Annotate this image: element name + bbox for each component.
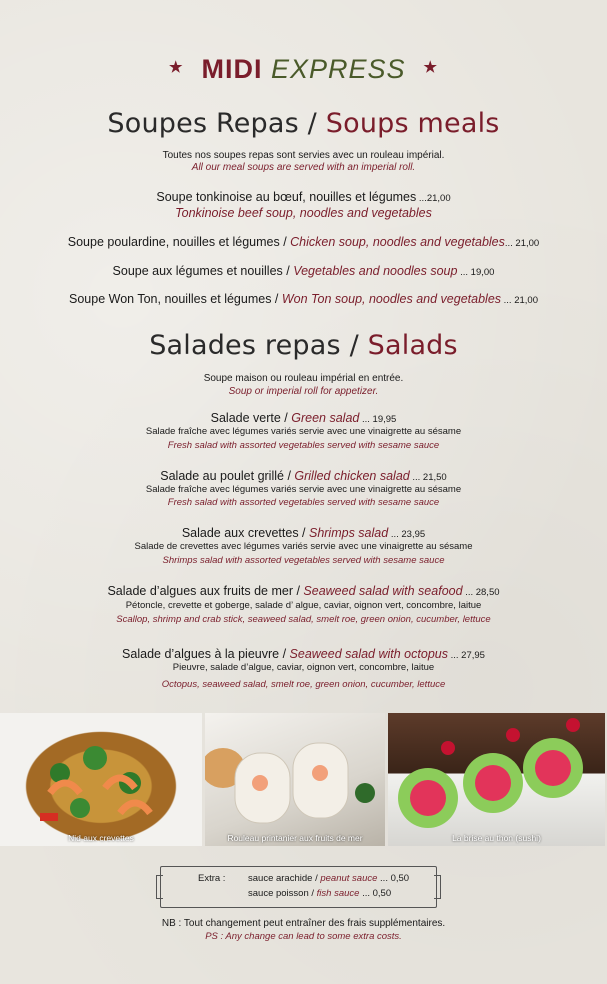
photo-caption: Nid aux crevettes [68, 833, 134, 843]
dish-description-fr: Salade de crevettes avec légumes variés servie avec une vinaigrette au sésame [134, 541, 473, 552]
header-word-midi: MIDI [201, 54, 263, 84]
spring-roll-illustration [205, 713, 385, 846]
menu-header [0, 54, 607, 85]
salads-note-en: Soup or imperial roll for appetizer. [228, 386, 379, 397]
extras-label: Extra : [198, 873, 226, 884]
extra-price: ... 0,50 [377, 873, 410, 884]
dish-name-fr: Salade d’algues à la pieuvre / [122, 647, 290, 661]
shrimp-nest-illustration [0, 713, 202, 846]
dish-name-fr: Soupe aux légumes et nouilles / [112, 264, 294, 278]
dish-description-fr: Pétoncle, crevette et goberge, salade d’ algue, caviar, oignon vert, concombre, laitue [125, 600, 482, 611]
soups-note-en: All our meal soups are served with an imperial roll. [191, 162, 416, 173]
photo-spring-roll [205, 713, 385, 846]
dish-description-fr: Salade fraîche avec légumes variés servie avec une vinaigrette au sésame [145, 484, 462, 495]
dish-name-fr: Soupe Won Ton, nouilles et légumes / [69, 292, 282, 306]
dish-price: ... 21,00 [504, 238, 540, 249]
sushi-illustration [388, 713, 605, 846]
soup-item [0, 190, 607, 204]
dish-description-fr: Salade fraîche avec légumes variés servie avec une vinaigrette au sésame [145, 426, 462, 437]
dish-name-en: Tonkinoise beef soup, noodles and vegetables [175, 206, 432, 220]
dish-name-en: Green salad [291, 411, 360, 425]
salads-title-fr: Salades repas / [149, 330, 368, 361]
extra-name-en: fish sauce [316, 888, 360, 899]
salad-item [0, 647, 607, 661]
dish-description-en: Scallop, shrimp and crab stick, seaweed salad, smelt roe, green onion, cucumber, lettuce [116, 614, 491, 625]
extra-item [248, 873, 409, 884]
dish-description-en: Octopus, seaweed salad, smelt roe, green onion, cucumber, lettuce [161, 679, 446, 690]
dish-name-fr: Soupe poulardine, nouilles et légumes / [67, 235, 291, 249]
dish-price: ... 21,50 [409, 472, 447, 483]
soup-item [0, 264, 607, 278]
photo-tuna-sushi [388, 713, 605, 846]
dish-name-en: Vegetables and noodles soup [293, 264, 458, 278]
salad-item [0, 411, 607, 425]
dish-price: ...21,00 [416, 193, 451, 204]
photo-shrimp-nest [0, 713, 202, 846]
photo-caption: La brise au thon (sushi) [452, 833, 541, 843]
dish-name-fr: Salade aux crevettes / [181, 526, 309, 540]
dish-name-en: Shrimps salad [308, 526, 389, 540]
salads-section-title [0, 330, 607, 361]
photo-caption: Rouleau printanier aux fruits de mer [227, 833, 363, 843]
salads-title-en: Salads [367, 330, 458, 361]
extra-name-fr: sauce arachide / [248, 873, 321, 884]
dish-name-en: Seaweed salad with seafood [303, 584, 463, 598]
salad-item [0, 584, 607, 598]
footer-note-en: PS : Any change can lead to some extra costs. [205, 931, 402, 942]
dish-name-fr: Salade d’algues aux fruits de mer / [107, 584, 304, 598]
extra-item [248, 888, 391, 899]
dish-name-en: Grilled chicken salad [294, 469, 410, 483]
dish-name-en: Won Ton soup, noodles and vegetables [281, 292, 502, 306]
extra-name-en: peanut sauce [320, 873, 378, 884]
soups-title-fr: Soupes Repas / [107, 108, 326, 139]
star-icon: ★ [169, 58, 184, 76]
soups-title-en: Soups meals [325, 108, 500, 139]
salad-item [0, 526, 607, 540]
dish-price: ... 21,00 [501, 295, 538, 306]
dish-description-en: Fresh salad with assorted vegetables served with sesame sauce [167, 497, 440, 508]
soup-item [0, 235, 607, 249]
footer-note-fr: NB : Tout changement peut entraîner des frais supplémentaires. [161, 918, 446, 929]
header-word-express: EXPRESS [270, 54, 406, 84]
dish-name-fr: Salade au poulet grillé / [160, 469, 295, 483]
dish-description-en: Fresh salad with assorted vegetables served with sesame sauce [167, 440, 440, 451]
dish-description-en: Shrimps salad with assorted vegetables served with sesame sauce [162, 555, 445, 566]
soups-note-fr: Toutes nos soupes repas sont servies avec un rouleau impérial. [162, 150, 445, 161]
dish-name-en: Chicken soup, noodles and vegetables [290, 235, 505, 249]
dish-name-fr: Soupe tonkinoise au bœuf, nouilles et légumes [156, 190, 417, 204]
extra-price: ... 0,50 [359, 888, 392, 899]
soups-section-title [0, 108, 607, 139]
dish-price: ... 23,95 [388, 529, 426, 540]
dish-price: ... 28,50 [462, 587, 500, 598]
dish-name-en: Seaweed salad with octopus [289, 647, 448, 661]
dish-price: ... 19,95 [359, 414, 397, 425]
soup-item [0, 292, 607, 306]
star-icon: ★ [423, 58, 438, 76]
extra-name-fr: sauce poisson / [248, 888, 317, 899]
dish-price: ... 27,95 [447, 650, 485, 661]
salad-item [0, 469, 607, 483]
dish-price: ... 19,00 [457, 267, 495, 278]
dish-description-fr: Pieuvre, salade d’algue, caviar, oignon vert, concombre, laitue [172, 662, 435, 673]
salads-note-fr: Soupe maison ou rouleau impérial en entrée. [203, 373, 404, 384]
dish-name-fr: Salade verte / [210, 411, 292, 425]
